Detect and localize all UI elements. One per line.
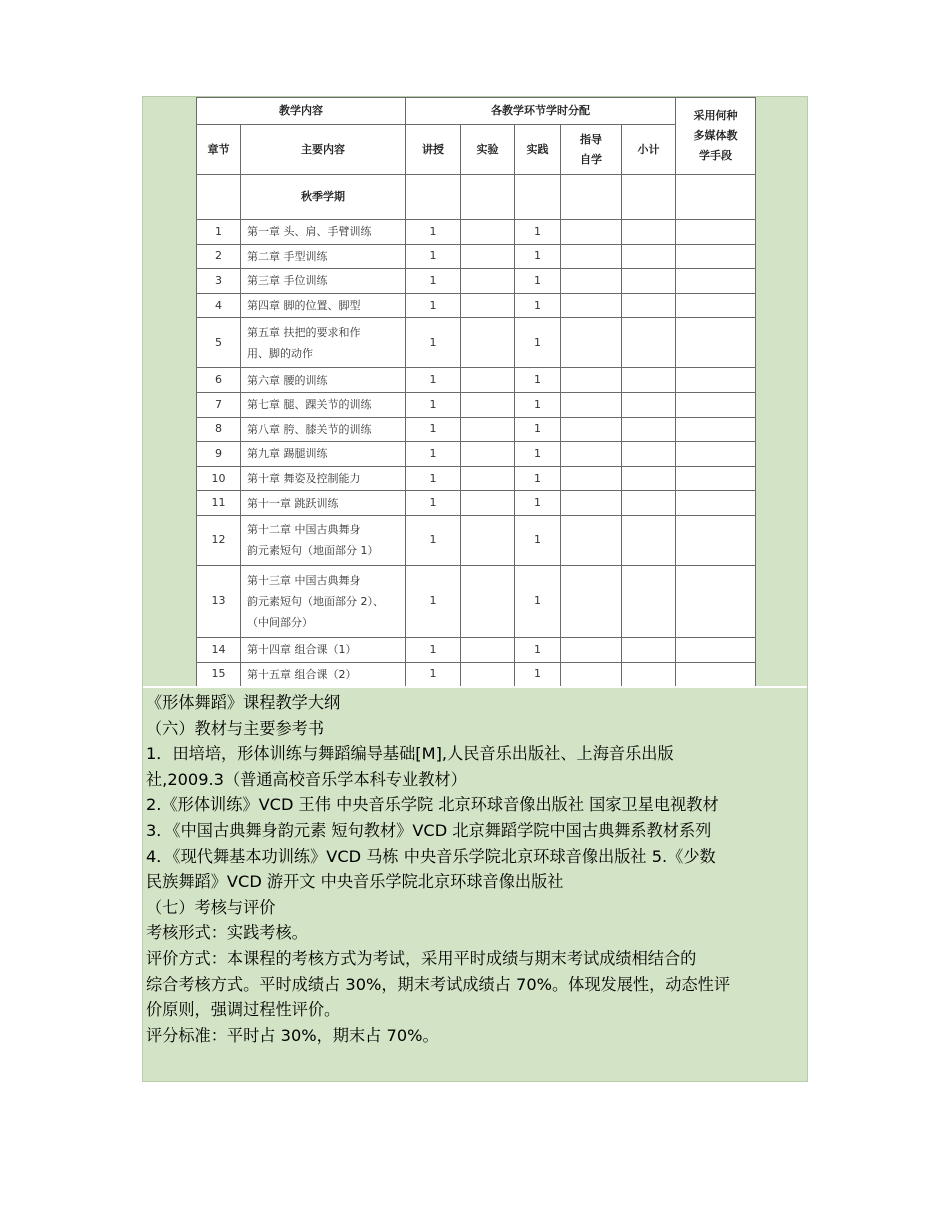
chapter-content: 第三章 手位训练 <box>241 269 406 294</box>
subtotal-hours <box>622 637 676 662</box>
table-row <box>197 417 756 442</box>
table-row <box>197 293 756 318</box>
guided-study-hours <box>561 417 622 442</box>
chapter-content: 第十章 舞姿及控制能力 <box>241 466 406 491</box>
chapter-number: 12 <box>197 515 241 565</box>
subtotal-hours <box>622 244 676 269</box>
practice-hours: 1 <box>515 293 561 318</box>
multimedia-method <box>676 662 756 687</box>
practice-hours: 1 <box>515 368 561 393</box>
experiment-hours <box>461 293 515 318</box>
chapter-number: 6 <box>197 368 241 393</box>
chapter-content: 第二章 手型训练 <box>241 244 406 269</box>
reference-2: 2.《形体训练》VCD 王伟 中央音乐学院 北京环球音像出版社 国家卫星电视教材 <box>146 795 719 815</box>
subtotal-hours <box>622 491 676 516</box>
section-seven-heading: （七）考核与评价 <box>146 897 276 917</box>
guided-study-hours <box>561 662 622 687</box>
guided-study-hours <box>561 442 622 467</box>
table-row <box>197 491 756 516</box>
multimedia-method <box>676 220 756 245</box>
experiment-hours <box>461 466 515 491</box>
chapter-content: 第一章 头、肩、手臂训练 <box>241 220 406 245</box>
grading-standard: 评分标准：平时占 30%，期末占 70%。 <box>146 1025 439 1045</box>
subtotal-hours <box>622 515 676 565</box>
table-row <box>197 318 756 368</box>
practice-hours: 1 <box>515 662 561 687</box>
table-row <box>197 220 756 245</box>
col-guided-study: 指导 自学 <box>561 125 622 175</box>
practice-hours: 1 <box>515 515 561 565</box>
guided-study-hours <box>561 392 622 417</box>
table-row <box>197 466 756 491</box>
chapter-number: 10 <box>197 466 241 491</box>
evaluation-method-end: 价原则，强调过程性评价。 <box>146 1000 341 1020</box>
chapter-content: 第十四章 组合课（1） <box>241 637 406 662</box>
multimedia-method <box>676 637 756 662</box>
guided-study-hours <box>561 220 622 245</box>
chapter-number: 13 <box>197 565 241 637</box>
multimedia-method <box>676 442 756 467</box>
chapter-content: 第十三章 中国古典舞身 韵元素短句（地面部分 2）、 （中间部分） <box>241 565 406 637</box>
practice-hours: 1 <box>515 220 561 245</box>
subtotal-hours <box>622 293 676 318</box>
chapter-number: 8 <box>197 417 241 442</box>
guided-study-hours <box>561 565 622 637</box>
col-chapter: 章节 <box>197 125 241 175</box>
subtotal-hours <box>622 392 676 417</box>
table-row <box>197 392 756 417</box>
chapter-number: 5 <box>197 318 241 368</box>
practice-hours: 1 <box>515 417 561 442</box>
lecture-hours: 1 <box>406 637 461 662</box>
practice-hours: 1 <box>515 318 561 368</box>
chapter-number: 2 <box>197 244 241 269</box>
lecture-hours: 1 <box>406 392 461 417</box>
subtotal-hours <box>622 466 676 491</box>
multimedia-method <box>676 318 756 368</box>
course-title: 《形体舞蹈》课程教学大纲 <box>146 693 341 712</box>
table-row <box>197 637 756 662</box>
guided-study-hours <box>561 318 622 368</box>
multimedia-method <box>676 244 756 269</box>
multimedia-method <box>676 491 756 516</box>
practice-hours: 1 <box>515 442 561 467</box>
header-hours-allocation: 各教学环节学时分配 <box>406 98 676 125</box>
guided-study-hours <box>561 293 622 318</box>
experiment-hours <box>461 244 515 269</box>
practice-hours: 1 <box>515 269 561 294</box>
guided-study-hours <box>561 269 622 294</box>
experiment-hours <box>461 637 515 662</box>
chapter-content: 第七章 腿、踝关节的训练 <box>241 392 406 417</box>
experiment-hours <box>461 318 515 368</box>
lecture-hours: 1 <box>406 220 461 245</box>
chapter-content: 第八章 胯、膝关节的训练 <box>241 417 406 442</box>
practice-hours: 1 <box>515 244 561 269</box>
evaluation-method-cont: 综合考核方式。平时成绩占 30%，期末考试成绩占 70%。体现发展性，动态性评 <box>146 974 731 994</box>
subtotal-hours <box>622 368 676 393</box>
lecture-hours: 1 <box>406 466 461 491</box>
table-row <box>197 565 756 637</box>
lecture-hours: 1 <box>406 368 461 393</box>
schedule-table-image <box>196 97 755 686</box>
subtotal-hours <box>622 417 676 442</box>
assessment-form: 考核形式：实践考核。 <box>146 923 308 943</box>
lecture-hours: 1 <box>406 565 461 637</box>
practice-hours: 1 <box>515 466 561 491</box>
syllabus-text <box>146 690 806 1048</box>
subtotal-hours <box>622 565 676 637</box>
header-teaching-content: 教学内容 <box>197 98 406 125</box>
chapter-number: 15 <box>197 662 241 687</box>
chapter-number: 7 <box>197 392 241 417</box>
multimedia-method <box>676 417 756 442</box>
content-frame <box>142 96 808 1082</box>
guided-study-hours <box>561 515 622 565</box>
col-experiment: 实验 <box>461 125 515 175</box>
col-subtotal: 小计 <box>622 125 676 175</box>
multimedia-method <box>676 293 756 318</box>
subtotal-hours <box>622 318 676 368</box>
multimedia-method <box>676 515 756 565</box>
lecture-hours: 1 <box>406 442 461 467</box>
lecture-hours: 1 <box>406 318 461 368</box>
table-row <box>197 368 756 393</box>
chapter-number: 4 <box>197 293 241 318</box>
multimedia-method <box>676 565 756 637</box>
table-row <box>197 269 756 294</box>
reference-1: 1．田培培，形体训练与舞蹈编导基础[M],人民音乐出版社、上海音乐出版 <box>146 744 674 764</box>
chapter-number: 3 <box>197 269 241 294</box>
chapter-number: 14 <box>197 637 241 662</box>
lecture-hours: 1 <box>406 491 461 516</box>
subtotal-hours <box>622 442 676 467</box>
chapter-content: 第十一章 跳跃训练 <box>241 491 406 516</box>
table-row <box>197 662 756 687</box>
lecture-hours: 1 <box>406 417 461 442</box>
multimedia-method <box>676 368 756 393</box>
chapter-content: 第六章 腰的训练 <box>241 368 406 393</box>
reference-1-cont: 社,2009.3（普通高校音乐学本科专业教材） <box>146 769 467 789</box>
table-row <box>197 442 756 467</box>
col-practice: 实践 <box>515 125 561 175</box>
practice-hours: 1 <box>515 392 561 417</box>
lecture-hours: 1 <box>406 662 461 687</box>
lecture-hours: 1 <box>406 269 461 294</box>
lecture-hours: 1 <box>406 515 461 565</box>
section-divider <box>143 686 807 688</box>
lecture-hours: 1 <box>406 244 461 269</box>
guided-study-hours <box>561 466 622 491</box>
subtotal-hours <box>622 220 676 245</box>
header-multimedia: 采用何种 多媒体教 学手段 <box>676 98 756 175</box>
lecture-hours: 1 <box>406 293 461 318</box>
experiment-hours <box>461 269 515 294</box>
schedule-table <box>196 97 756 687</box>
experiment-hours <box>461 417 515 442</box>
guided-study-hours <box>561 637 622 662</box>
reference-4: 4．《现代舞基本功训练》VCD 马栋 中央音乐学院北京环球音像出版社 5.《少数 <box>146 846 716 866</box>
multimedia-method <box>676 466 756 491</box>
evaluation-method: 评价方式：本课程的考核方式为考试，采用平时成绩与期末考试成绩相结合的 <box>146 948 697 968</box>
chapter-content: 第四章 脚的位置、脚型 <box>241 293 406 318</box>
chapter-number: 11 <box>197 491 241 516</box>
chapter-number: 1 <box>197 220 241 245</box>
guided-study-hours <box>561 368 622 393</box>
reference-3: 3．《中国古典舞身韵元素 短句教材》VCD 北京舞蹈学院中国古典舞系教材系列 <box>146 820 712 840</box>
col-lecture: 讲授 <box>406 125 461 175</box>
semester-label: 秋季学期 <box>241 175 406 220</box>
chapter-content: 第十二章 中国古典舞身 韵元素短句（地面部分 1） <box>241 515 406 565</box>
experiment-hours <box>461 515 515 565</box>
table-row <box>197 244 756 269</box>
guided-study-hours <box>561 491 622 516</box>
experiment-hours <box>461 442 515 467</box>
chapter-number: 9 <box>197 442 241 467</box>
chapter-content: 第十五章 组合课（2） <box>241 662 406 687</box>
experiment-hours <box>461 220 515 245</box>
guided-study-hours <box>561 244 622 269</box>
practice-hours: 1 <box>515 491 561 516</box>
section-six-heading: （六）教材与主要参考书 <box>146 718 325 738</box>
practice-hours: 1 <box>515 637 561 662</box>
chapter-content: 第五章 扶把的要求和作 用、脚的动作 <box>241 318 406 368</box>
chapter-content: 第九章 踢腿训练 <box>241 442 406 467</box>
experiment-hours <box>461 392 515 417</box>
experiment-hours <box>461 662 515 687</box>
table-row <box>197 515 756 565</box>
practice-hours: 1 <box>515 565 561 637</box>
multimedia-method <box>676 392 756 417</box>
subtotal-hours <box>622 269 676 294</box>
subtotal-hours <box>622 662 676 687</box>
experiment-hours <box>461 565 515 637</box>
experiment-hours <box>461 491 515 516</box>
col-main-content: 主要内容 <box>241 125 406 175</box>
multimedia-method <box>676 269 756 294</box>
reference-5: 民族舞蹈》VCD 游开文 中央音乐学院北京环球音像出版社 <box>146 872 564 892</box>
experiment-hours <box>461 368 515 393</box>
